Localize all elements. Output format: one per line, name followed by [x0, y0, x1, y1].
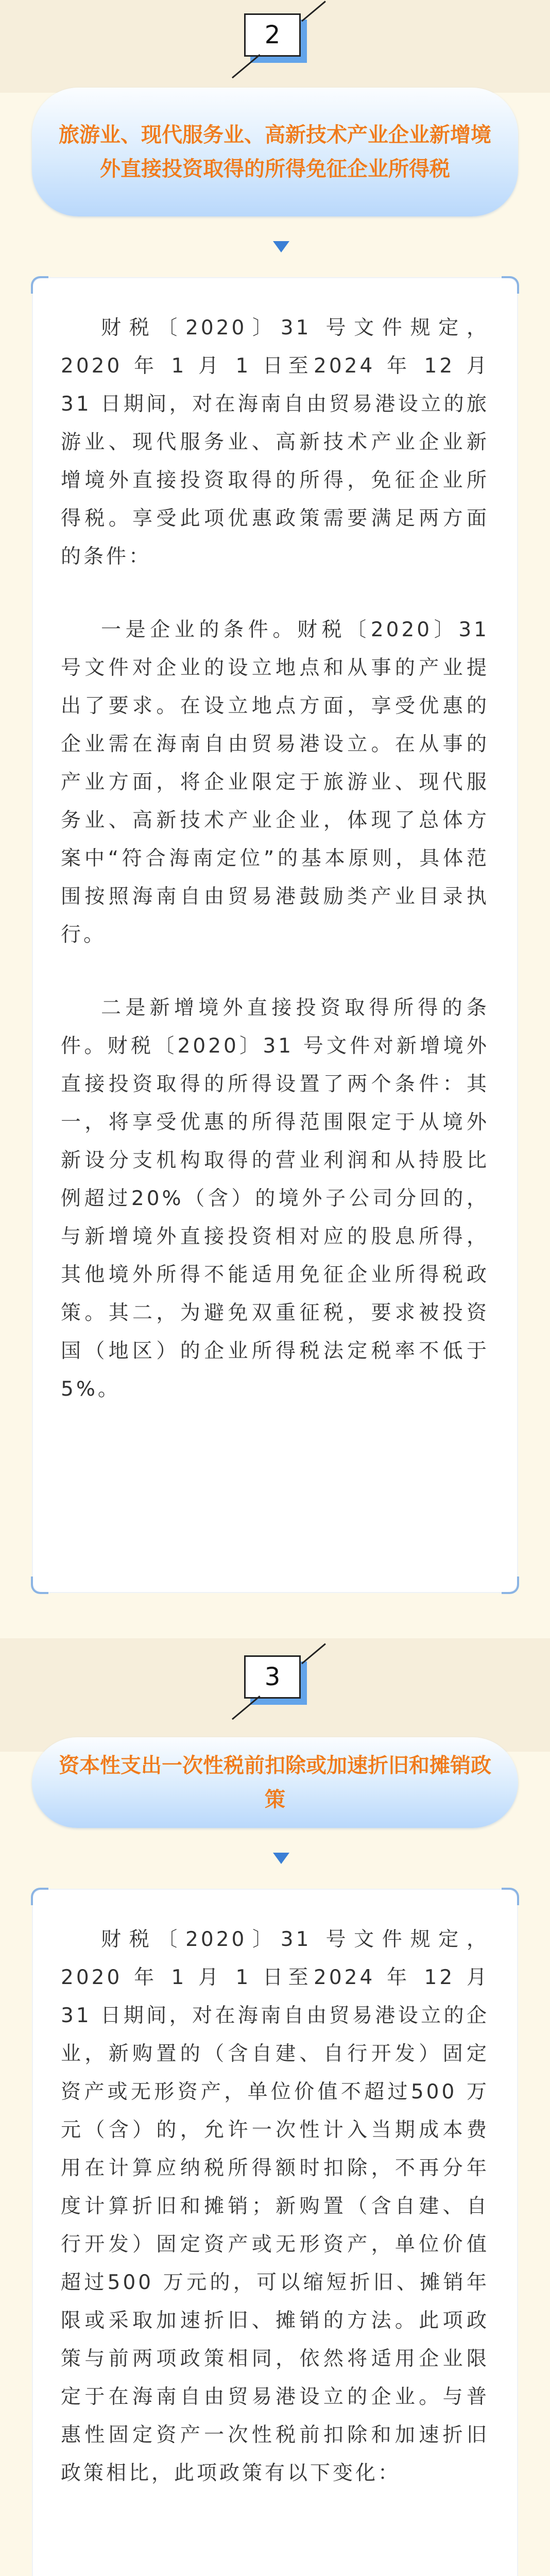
section-title-pill — [32, 88, 518, 216]
section-number: 2 — [264, 21, 281, 49]
card-corner-decor — [502, 276, 519, 294]
paragraph: 财税〔2020〕31 号文件规定，2020 年 1 月 1 日至2024 年 12 月 31 日期间，对在海南自由贸易港设立的旅游业、现代服务业、高新技术产业企业新增境外直接投资取得的所得，免征企业所得税。享受此项优惠政策需要满足两方面的条件： — [61, 316, 489, 568]
card-corner-decor — [31, 1888, 48, 1905]
down-arrow-icon — [273, 1853, 289, 1864]
paragraph: 财税〔2020〕31 号文件规定，2020 年 1 月 1 日至2024 年 12 月 31 日期间，对在海南自由贸易港设立的企业，新购置的（含自建、自行开发）固定资产或无形资产，单位价值不超过500 万元（含）的，允许一次性计入当期成本费用在计算应纳税所得额时扣除，不再分年度计算折旧和摊销；新购置（含自建、自行开发）固定资产或无形资产，单位价值超过500 万元的，可以缩短折旧、摊销年限或采取加速折旧、摊销的方法。此项政策与前两项政策相同，依然将适用企业限定于在海南自由贸易港设立的企业。与普惠性固定资产一次性税前扣除和加速折旧政策相比，此项政策有以下变化： — [61, 1928, 489, 2485]
card-corner-decor — [502, 1888, 519, 1905]
section-number-badge — [244, 1655, 301, 1699]
paragraph: 二是新增境外直接投资取得所得的条件。财税〔2020〕31 号文件对新增境外直接投资取得的所得设置了两个条件：其一，将享受优惠的所得范围限定于从境外新设分支机构取得的营业利润和从持股比例超过20%（含）的境外子公司分回的，与新增境外直接投资相对应的股息所得，其他境外所得不能适用免征企业所得税政策。其二，为避免双重征税，要求被投资国（地区）的企业所得税法定税率不低于5%。 — [61, 996, 489, 1401]
paragraph: 一是企业的条件。财税〔2020〕31 号文件对企业的设立地点和从事的产业提出了要求。在设立地点方面，享受优惠的企业需在海南自由贸易港设立。在从事的产业方面，将企业限定于旅游业、现代服务业、高新技术产业企业，体现了总体方案中“符合海南定位”的基本原则，具体范围按照海南自由贸易港鼓励类产业目录执行。 — [61, 618, 489, 946]
card-corner-decor — [31, 1577, 48, 1594]
section-title: 资本性支出一次性税前扣除或加速折旧和摊销政策 — [59, 1754, 491, 1811]
section-title-pill — [32, 1737, 518, 1828]
section-number: 3 — [264, 1663, 281, 1691]
down-arrow-icon — [273, 241, 289, 252]
section-title: 旅游业、现代服务业、高新技术产业企业新增境外直接投资取得的所得免征企业所得税 — [59, 123, 491, 181]
content-card — [33, 1890, 517, 2576]
card-corner-decor — [31, 276, 48, 294]
content-card — [33, 278, 517, 1592]
card-corner-decor — [502, 1577, 519, 1594]
section-number-badge — [244, 13, 301, 57]
